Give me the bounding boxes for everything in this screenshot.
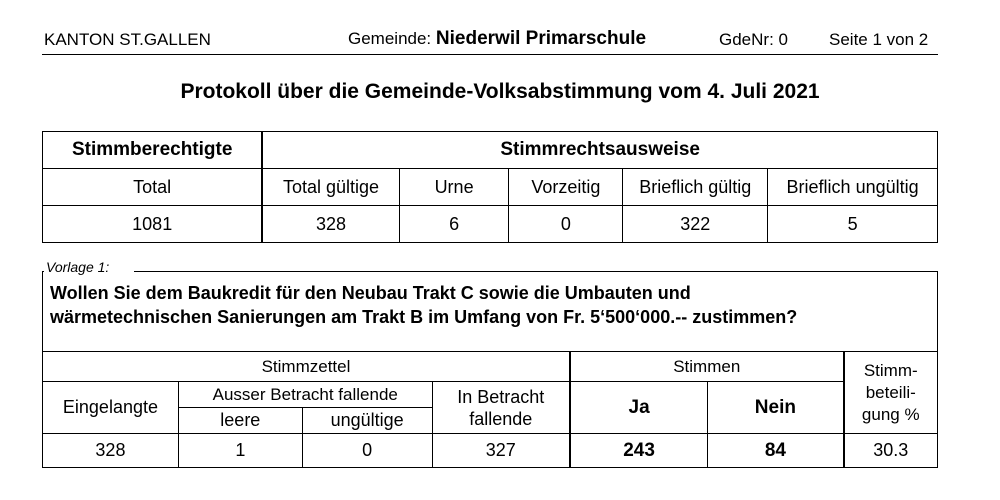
- value-leere: 1: [178, 434, 302, 468]
- beteiligung-line-2: beteili-: [865, 382, 916, 402]
- value-total: 1081: [43, 206, 263, 243]
- beteiligung-line-1: Stimm-: [863, 360, 918, 380]
- value-ja: 243: [570, 434, 708, 468]
- ja-header: Ja: [570, 382, 708, 434]
- leere-header: leere: [178, 408, 302, 434]
- col-brieflich-gueltig: Brieflich gültig: [623, 169, 768, 206]
- results-value-row: [43, 434, 938, 468]
- ungueltige-header: ungültige: [302, 408, 432, 434]
- value-ungueltige: 0: [302, 434, 432, 468]
- in-betracht-header: [432, 382, 570, 434]
- value-urne: 6: [399, 206, 509, 243]
- value-beteiligung: 30.3: [844, 434, 938, 468]
- col-total: Total: [43, 169, 263, 206]
- question-line-1: Wollen Sie dem Baukredit für den Neubau Trakt C sowie die Umbauten und: [50, 283, 691, 303]
- beteiligung-header: [844, 352, 938, 434]
- gemeinde-name: Niederwil Primarschule: [435, 28, 647, 49]
- stimmzettel-header: Stimmzettel: [43, 352, 570, 382]
- canton-name: KANTON ST.GALLEN: [44, 30, 211, 49]
- page-number: Seite 1 von 2: [829, 30, 929, 49]
- value-in-betracht: 327: [432, 434, 570, 468]
- eingelangte-header: Eingelangte: [43, 382, 179, 434]
- in-betracht-line-2: fallende: [469, 408, 533, 429]
- col-vorzeitig: Vorzeitig: [509, 169, 623, 206]
- value-total-gueltige: 328: [262, 206, 399, 243]
- value-vorzeitig: 0: [509, 206, 623, 243]
- summary-header-row: [43, 132, 938, 169]
- results-table: [42, 351, 938, 468]
- vorlage-label: Vorlage 1:: [46, 259, 110, 275]
- stimmrechtsausweise-header: Stimmrechtsausweise: [262, 132, 937, 169]
- gdenr: GdeNr: 0: [719, 30, 788, 49]
- beteiligung-line-3: gung %: [861, 404, 920, 424]
- value-nein: 84: [708, 434, 844, 468]
- results-header-row-1: [43, 352, 938, 382]
- gemeinde-label: Gemeinde:: [348, 29, 432, 48]
- stimmen-header: Stimmen: [570, 352, 844, 382]
- col-urne: Urne: [399, 169, 509, 206]
- value-eingelangte: 328: [43, 434, 179, 468]
- summary-subheader-row: [43, 169, 938, 206]
- question-line-2: wärmetechnischen Sanierungen am Trakt B im Umfang von Fr. 5‘500‘000.-- zustimmen?: [50, 307, 798, 327]
- page-title: Protokoll über die Gemeinde-Volksabstimmung vom 4. Juli 2021: [180, 80, 820, 103]
- col-total-gueltige: Total gültige: [262, 169, 399, 206]
- summary-table: [42, 131, 938, 243]
- ausser-betracht-header: Ausser Betracht fallende: [178, 382, 432, 408]
- vorlage-question: [50, 281, 930, 329]
- header-divider: [42, 54, 938, 55]
- gemeinde: [348, 28, 646, 50]
- in-betracht-line-1: In Betracht: [457, 386, 545, 407]
- results-header-row-2: [43, 382, 938, 408]
- value-brieflich-gueltig: 322: [623, 206, 768, 243]
- nein-header: Nein: [708, 382, 844, 434]
- summary-value-row: [43, 206, 938, 243]
- value-brieflich-ungueltig: 5: [768, 206, 938, 243]
- col-brieflich-ungueltig: Brieflich ungültig: [768, 169, 938, 206]
- stimmberechtigte-header: Stimmberechtigte: [43, 132, 263, 169]
